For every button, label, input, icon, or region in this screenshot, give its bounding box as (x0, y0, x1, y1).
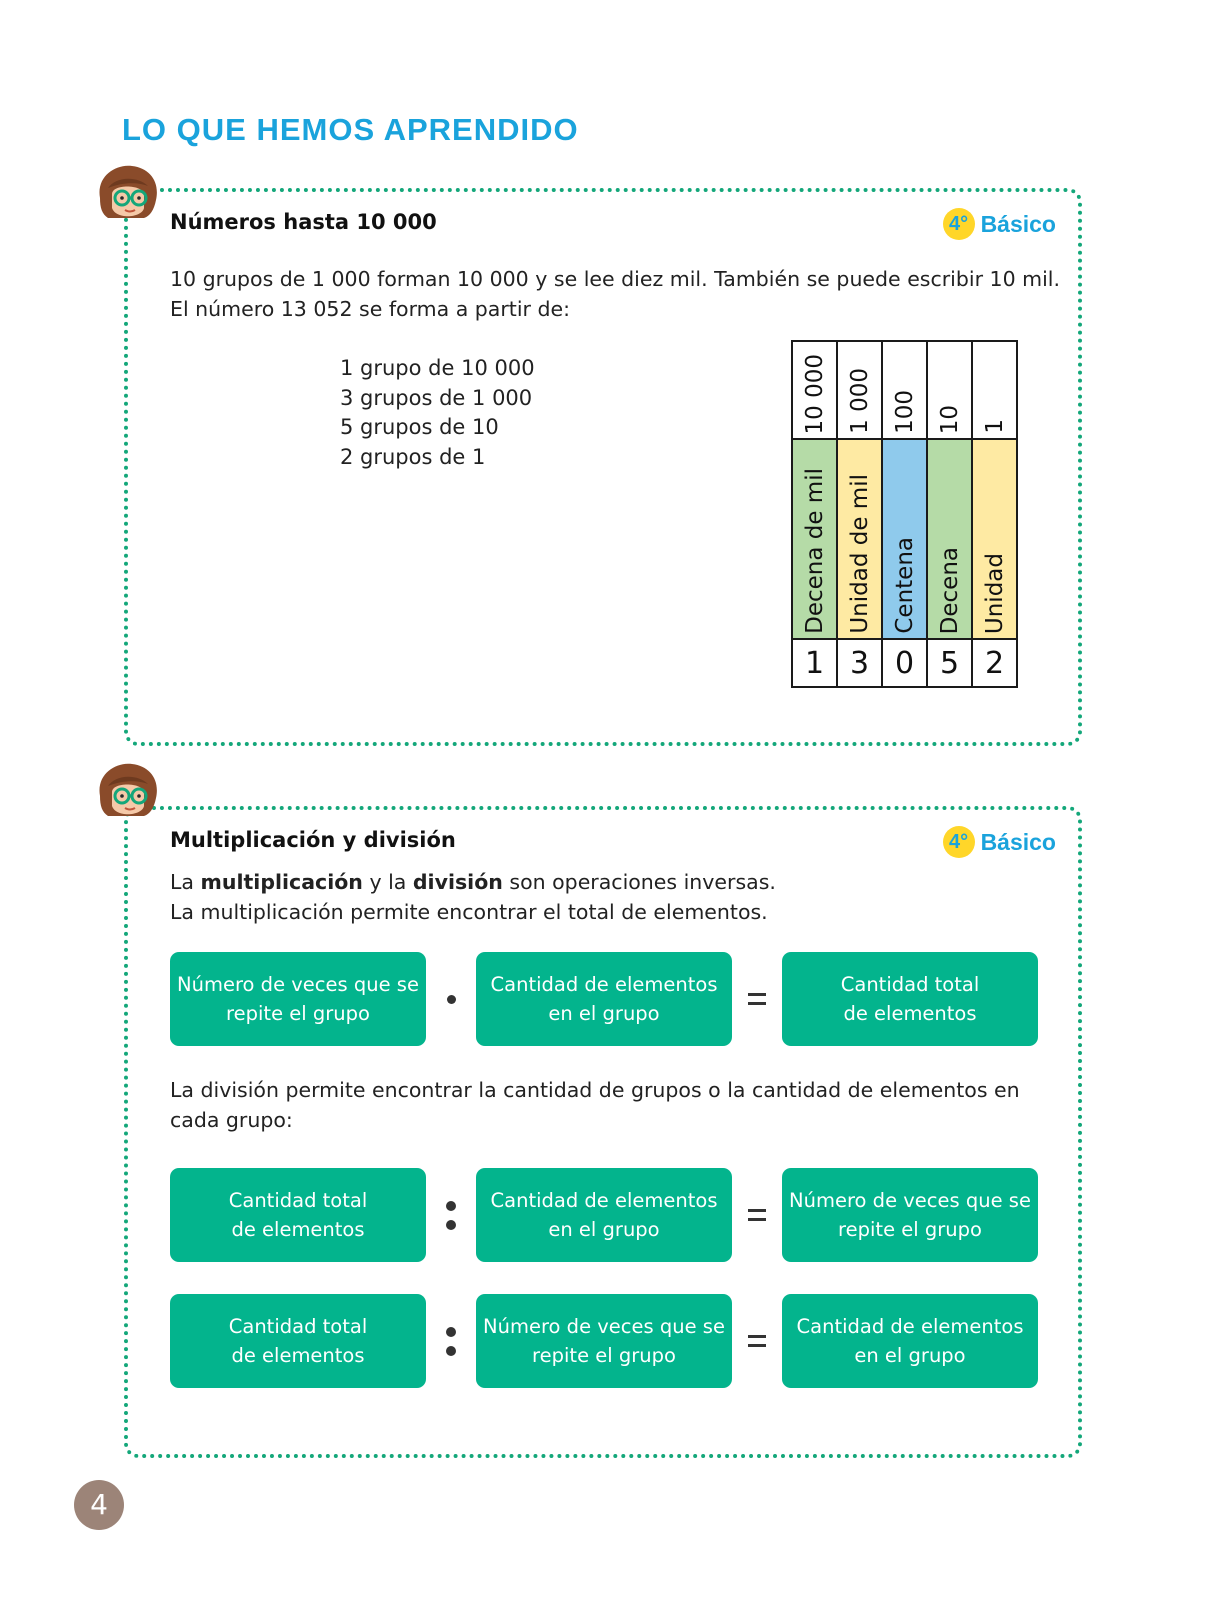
list-item: 5 grupos de 10 (340, 415, 499, 439)
level-text: Básico (980, 210, 1056, 237)
operand-box: Cantidad total de elementos (170, 1168, 426, 1262)
table-cell: Unidad de mil (837, 439, 882, 639)
table-cell: 1 (792, 639, 837, 687)
result-box: Número de veces que se repite el grupo (782, 1168, 1038, 1262)
table-cell: 100 (882, 341, 927, 439)
multiply-symbol (426, 952, 476, 1046)
text: son operaciones inversas. (509, 870, 776, 894)
divide-symbol (426, 1168, 476, 1262)
digit-row (792, 639, 1017, 687)
list-item: 2 grupos de 1 (340, 444, 486, 469)
level-text: Básico (980, 828, 1056, 855)
result-box: Cantidad de elementos en el grupo (782, 1294, 1038, 1388)
division-line-2: cada grupo: (170, 1108, 293, 1132)
equals-symbol (732, 1294, 782, 1388)
bold-term: multiplicación (200, 870, 363, 894)
table-cell: Decena (927, 439, 972, 639)
multiplication-division-card (124, 806, 1082, 1458)
text: La (170, 870, 194, 894)
level-badge (943, 826, 1056, 858)
section-title: Números hasta 10 000 (170, 210, 437, 234)
division-paragraph (170, 1075, 1050, 1135)
bold-term: división (412, 870, 503, 894)
level-number: 4° (943, 826, 975, 858)
division-equation-1 (170, 1168, 1038, 1262)
divide-symbol (426, 1294, 476, 1388)
operand-box: Cantidad de elementos en el grupo (476, 952, 732, 1046)
table-cell: 10 (927, 341, 972, 439)
level-badge (943, 208, 1056, 240)
section-title: Multiplicación y división (170, 828, 456, 852)
table-cell: 2 (972, 639, 1017, 687)
place-value-row (792, 341, 1017, 439)
operand-box: Cantidad de elementos en el grupo (476, 1168, 732, 1262)
table-cell: Decena de mil (792, 439, 837, 639)
intro-line-2: La multiplicación permite encontrar el total de elementos. (170, 900, 768, 924)
place-value-table (791, 340, 1018, 688)
text: y la (369, 870, 407, 894)
numbers-card (124, 188, 1082, 746)
page-number: 4 (74, 1480, 124, 1530)
table-cell: Centena (882, 439, 927, 639)
table-cell: Unidad (972, 439, 1017, 639)
table-cell: 10 000 (792, 341, 837, 439)
page-title: LO QUE HEMOS APRENDIDO (122, 112, 579, 147)
intro-line-1: 10 grupos de 1 000 forman 10 000 y se lee diez mil. También se puede escribir 10 mil. (170, 267, 1061, 291)
table-cell: 1 000 (837, 341, 882, 439)
intro-line-2: El número 13 052 se forma a partir de: (170, 297, 570, 321)
groups-list (340, 354, 535, 472)
table-cell: 0 (882, 639, 927, 687)
equals-symbol (732, 1168, 782, 1262)
equals-symbol (732, 952, 782, 1046)
list-item: 3 grupos de 1 000 (340, 385, 533, 410)
operand-box: Cantidad total de elementos (170, 1294, 426, 1388)
operand-box: Número de veces que se repite el grupo (170, 952, 426, 1046)
result-box: Cantidad total de elementos (782, 952, 1038, 1046)
girl-with-glasses-icon (94, 164, 160, 224)
intro-paragraph (170, 264, 1060, 324)
place-name-row (792, 439, 1017, 639)
table-cell: 3 (837, 639, 882, 687)
table-cell: 5 (927, 639, 972, 687)
table-cell: 1 (972, 341, 1017, 439)
intro-paragraph (170, 867, 776, 927)
multiplication-equation (170, 952, 1038, 1046)
division-equation-2 (170, 1294, 1038, 1388)
division-line-1: La división permite encontrar la cantidad de grupos o la cantidad de elementos en (170, 1078, 1020, 1102)
operand-box: Número de veces que se repite el grupo (476, 1294, 732, 1388)
level-number: 4° (943, 208, 975, 240)
list-item: 1 grupo de 10 000 (340, 356, 535, 380)
girl-with-glasses-icon (94, 762, 160, 822)
